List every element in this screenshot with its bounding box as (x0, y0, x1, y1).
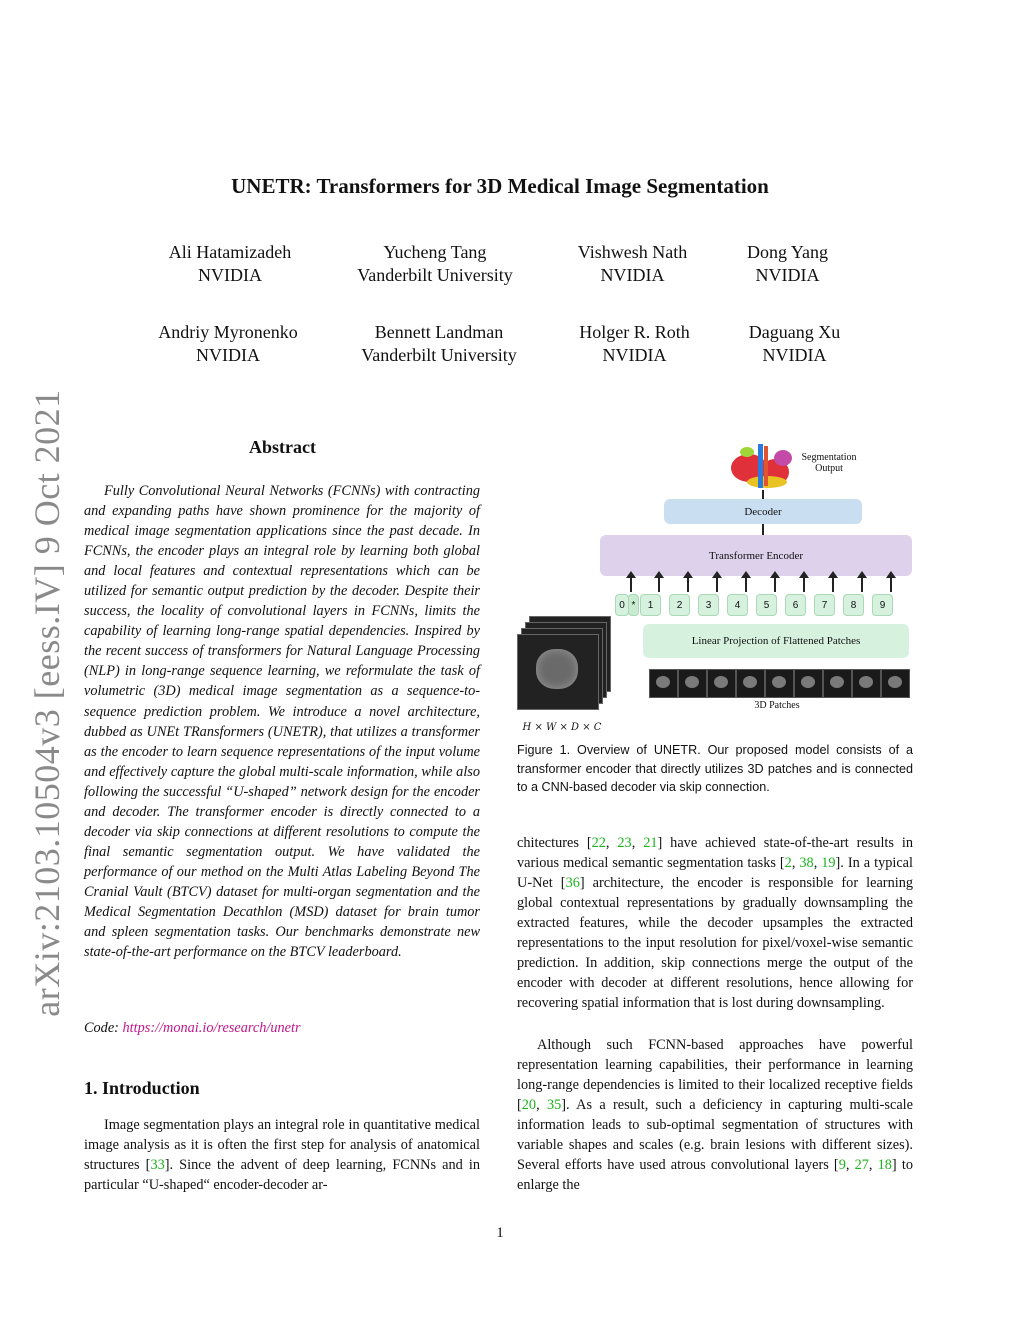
citation-link[interactable]: 19 (821, 855, 836, 872)
text-run: ]. Since the advent of deep learning, FCNNs and in particular “U-shaped“ encoder-decoder ar- (84, 1157, 480, 1194)
author-affiliation: Vanderbilt University (357, 265, 513, 285)
patch-image (707, 669, 736, 698)
citation-link[interactable]: 20 (521, 1097, 537, 1114)
linear-projection-block: Linear Projection of Flattened Patches (643, 624, 909, 658)
segmentation-label (789, 452, 869, 474)
output-arrow (762, 490, 764, 499)
author-affiliation: NVIDIA (196, 345, 260, 365)
arrow-up-icon (832, 576, 834, 592)
token-cls: * (628, 594, 639, 616)
citation-link[interactable]: 35 (546, 1097, 562, 1114)
token-3: 3 (698, 594, 719, 616)
intro-heading: 1. Introduction (84, 1078, 200, 1098)
label-line: Output (815, 463, 843, 474)
token-0: 0 (615, 594, 629, 616)
author-affiliation: NVIDIA (762, 345, 827, 365)
citation-link[interactable]: 18 (877, 1157, 892, 1174)
abstract-heading: Abstract (249, 437, 316, 457)
arrow-up-icon (716, 576, 718, 592)
token-9: 9 (872, 594, 893, 616)
figure-1 (517, 438, 913, 738)
intro-paragraph (84, 1115, 480, 1195)
citation-link[interactable]: 9 (838, 1157, 846, 1174)
author-2 (330, 241, 540, 287)
author-name: Vishwesh Nath (577, 242, 688, 262)
text-run: ] to enlarge the (517, 1157, 913, 1194)
text-run: chitectures [ (517, 835, 592, 851)
token-1: 1 (640, 594, 661, 616)
author-3 (550, 241, 715, 287)
author-name: Bennett Landman (374, 322, 504, 342)
citation-link[interactable]: 21 (643, 835, 658, 851)
author-affiliation: NVIDIA (602, 345, 667, 365)
author-name: Yucheng Tang (383, 242, 487, 262)
arrow-up-icon (745, 576, 747, 592)
right-paragraph-2 (517, 1035, 913, 1195)
author-name: Holger R. Roth (579, 322, 690, 342)
author-affiliation: Vanderbilt University (361, 345, 517, 365)
text-run: ]. In a typical U-Net [ (517, 855, 913, 892)
author-affiliation: NVIDIA (755, 265, 820, 285)
token-2: 2 (669, 594, 690, 616)
token-6: 6 (785, 594, 806, 616)
dims-label: H × W × D × C (522, 722, 602, 733)
arrow-up-icon (774, 576, 776, 592)
text-run: ]. As a result, such a deficiency in capturing multi-scale information leads to sub-optimal segmentation of structures with variable shapes and scales (e.g. brain lesions with different sizes). Several efforts have used atrous convolutional layers [ (517, 1097, 913, 1174)
label-line: Segmentation (801, 452, 857, 463)
patch-image (678, 669, 707, 698)
patch-image (823, 669, 852, 698)
citation-link[interactable]: 27 (854, 1157, 869, 1174)
author-8 (727, 321, 862, 367)
text-run: , (536, 1097, 547, 1114)
patch-image (736, 669, 765, 698)
text-run: Although such FCNN-based approaches have powerful representation learning capabilities, their performance in learning long-range dependencies is limited to their localized receptive fields [ (517, 1037, 913, 1114)
author-6 (334, 321, 544, 367)
code-link[interactable]: https://monai.io/research/unetr (122, 1020, 301, 1036)
patch-image (852, 669, 881, 698)
author-name: Andriy Myronenko (158, 322, 298, 342)
author-4 (720, 241, 855, 287)
figure-caption: Figure 1. Overview of UNETR. Our proposed model consists of a transformer encoder that directly utilizes 3D patches and is connected to a CNN-based decoder via skip connection. (517, 743, 913, 794)
text-run: ] have achieved state-of-the-art results in various medical semantic segmentation tasks [ (517, 835, 914, 872)
abstract-text: Fully Convolutional Neural Networks (FCNNs) with contracting and expanding paths have shown prominence for the majority of medical image segmentation applications since the past decade. In FCNNs, the encoder plays an integral role by learning both global and local features and contextual representations which can be utilized for semantic output prediction by the decoder. Despite their success, the locality of convolutional layers in FCNNs, limits the capability of learning long-range spatial dependencies. Inspired by the recent success of transformers for Natural Language Processing (NLP) in long-range sequence learning, we reformulate the task of volumetric (3D) medical image segmentation as a sequence-to-sequence prediction problem. We introduce a novel architecture, dubbed as UNEt TRansformers (UNETR), that utilizes a transformer as the encoder to learn sequence representations of the input volume and effectively capture the global multi-scale information, while also following the successful “U-shaped” network design for the encoder and decoder. The transformer encoder is directly connected to a decoder via skip connections at different resolutions to compute the final semantic segmentation output. We have validated the performance of our method on the Multi Atlas Labeling Beyond The Cranial Vault (BTCV) dataset for multi-organ segmentation and the Medical Segmentation Decathlon (MSD) dataset for brain tumor and spleen segmentation tasks. Our benchmarks demonstrate new state-of-the-art performance on the BTCV leaderboard. (84, 483, 480, 961)
citation-link[interactable]: 36 (565, 875, 580, 892)
text-run: , (631, 835, 644, 851)
token-4: 4 (727, 594, 748, 616)
ct-slice-image (517, 634, 599, 710)
code-label: Code: (84, 1020, 119, 1036)
citation-link[interactable]: 38 (799, 855, 814, 872)
patch-image (765, 669, 794, 698)
text-run: ] architecture, the encoder is responsible for learning global contextual representations by gradually downsampling the extracted features, while the decoder upsamples the extracted representations to the input resolution for pixel/voxel-wise semantic prediction. In addition, skip connections merge the output of the encoder with decoder at different resolutions, hence allowing for recovering spatial information that is lost during downsampling. (517, 875, 913, 1012)
text-run: , (791, 855, 800, 872)
citation-link[interactable]: 23 (617, 835, 632, 851)
author-7 (552, 321, 717, 367)
patch-image (649, 669, 678, 698)
patch-image (881, 669, 910, 698)
author-name: Dong Yang (746, 242, 829, 262)
text-run: Image segmentation plays an integral role in quantitative medical image analysis as it is often the first step for analysis of anatomical structures [ (84, 1117, 480, 1174)
decoder-arrow (762, 524, 764, 535)
token-8: 8 (843, 594, 864, 616)
author-affiliation: NVIDIA (198, 265, 262, 285)
right-paragraph-1 (517, 833, 913, 1013)
page-number: 1 (496, 1225, 504, 1241)
patch-image (794, 669, 823, 698)
author-affiliation: NVIDIA (600, 265, 665, 285)
text-run: , (813, 855, 822, 872)
token-7: 7 (814, 594, 835, 616)
arrow-up-icon (658, 576, 660, 592)
citation-link[interactable]: 22 (591, 835, 606, 851)
decoder-block: Decoder (664, 499, 862, 524)
text-run: , (845, 1157, 855, 1174)
citation-link[interactable]: 33 (150, 1157, 165, 1174)
citation-link[interactable]: 2 (784, 855, 792, 872)
code-line (84, 1020, 480, 1037)
arrow-up-icon (890, 576, 892, 592)
arrow-up-icon (861, 576, 863, 592)
author-1 (140, 241, 320, 287)
arxiv-id: arXiv:2103.10504v3 [eess.IV] 9 Oct 2021 (27, 389, 67, 1017)
arrow-up-icon (687, 576, 689, 592)
token-5: 5 (756, 594, 777, 616)
patches-label: 3D Patches (754, 700, 800, 711)
author-5 (138, 321, 318, 367)
segmentation-output-image (727, 438, 797, 494)
text-run: , (605, 835, 618, 851)
arrow-up-icon (803, 576, 805, 592)
text-run: , (868, 1157, 878, 1174)
author-name: Daguang Xu (748, 322, 841, 342)
paper-title: UNETR: Transformers for 3D Medical Image Segmentation (231, 174, 769, 198)
arrow-up-icon (630, 576, 632, 592)
transformer-encoder-block: Transformer Encoder (600, 535, 912, 576)
author-name: Ali Hatamizadeh (168, 242, 292, 262)
